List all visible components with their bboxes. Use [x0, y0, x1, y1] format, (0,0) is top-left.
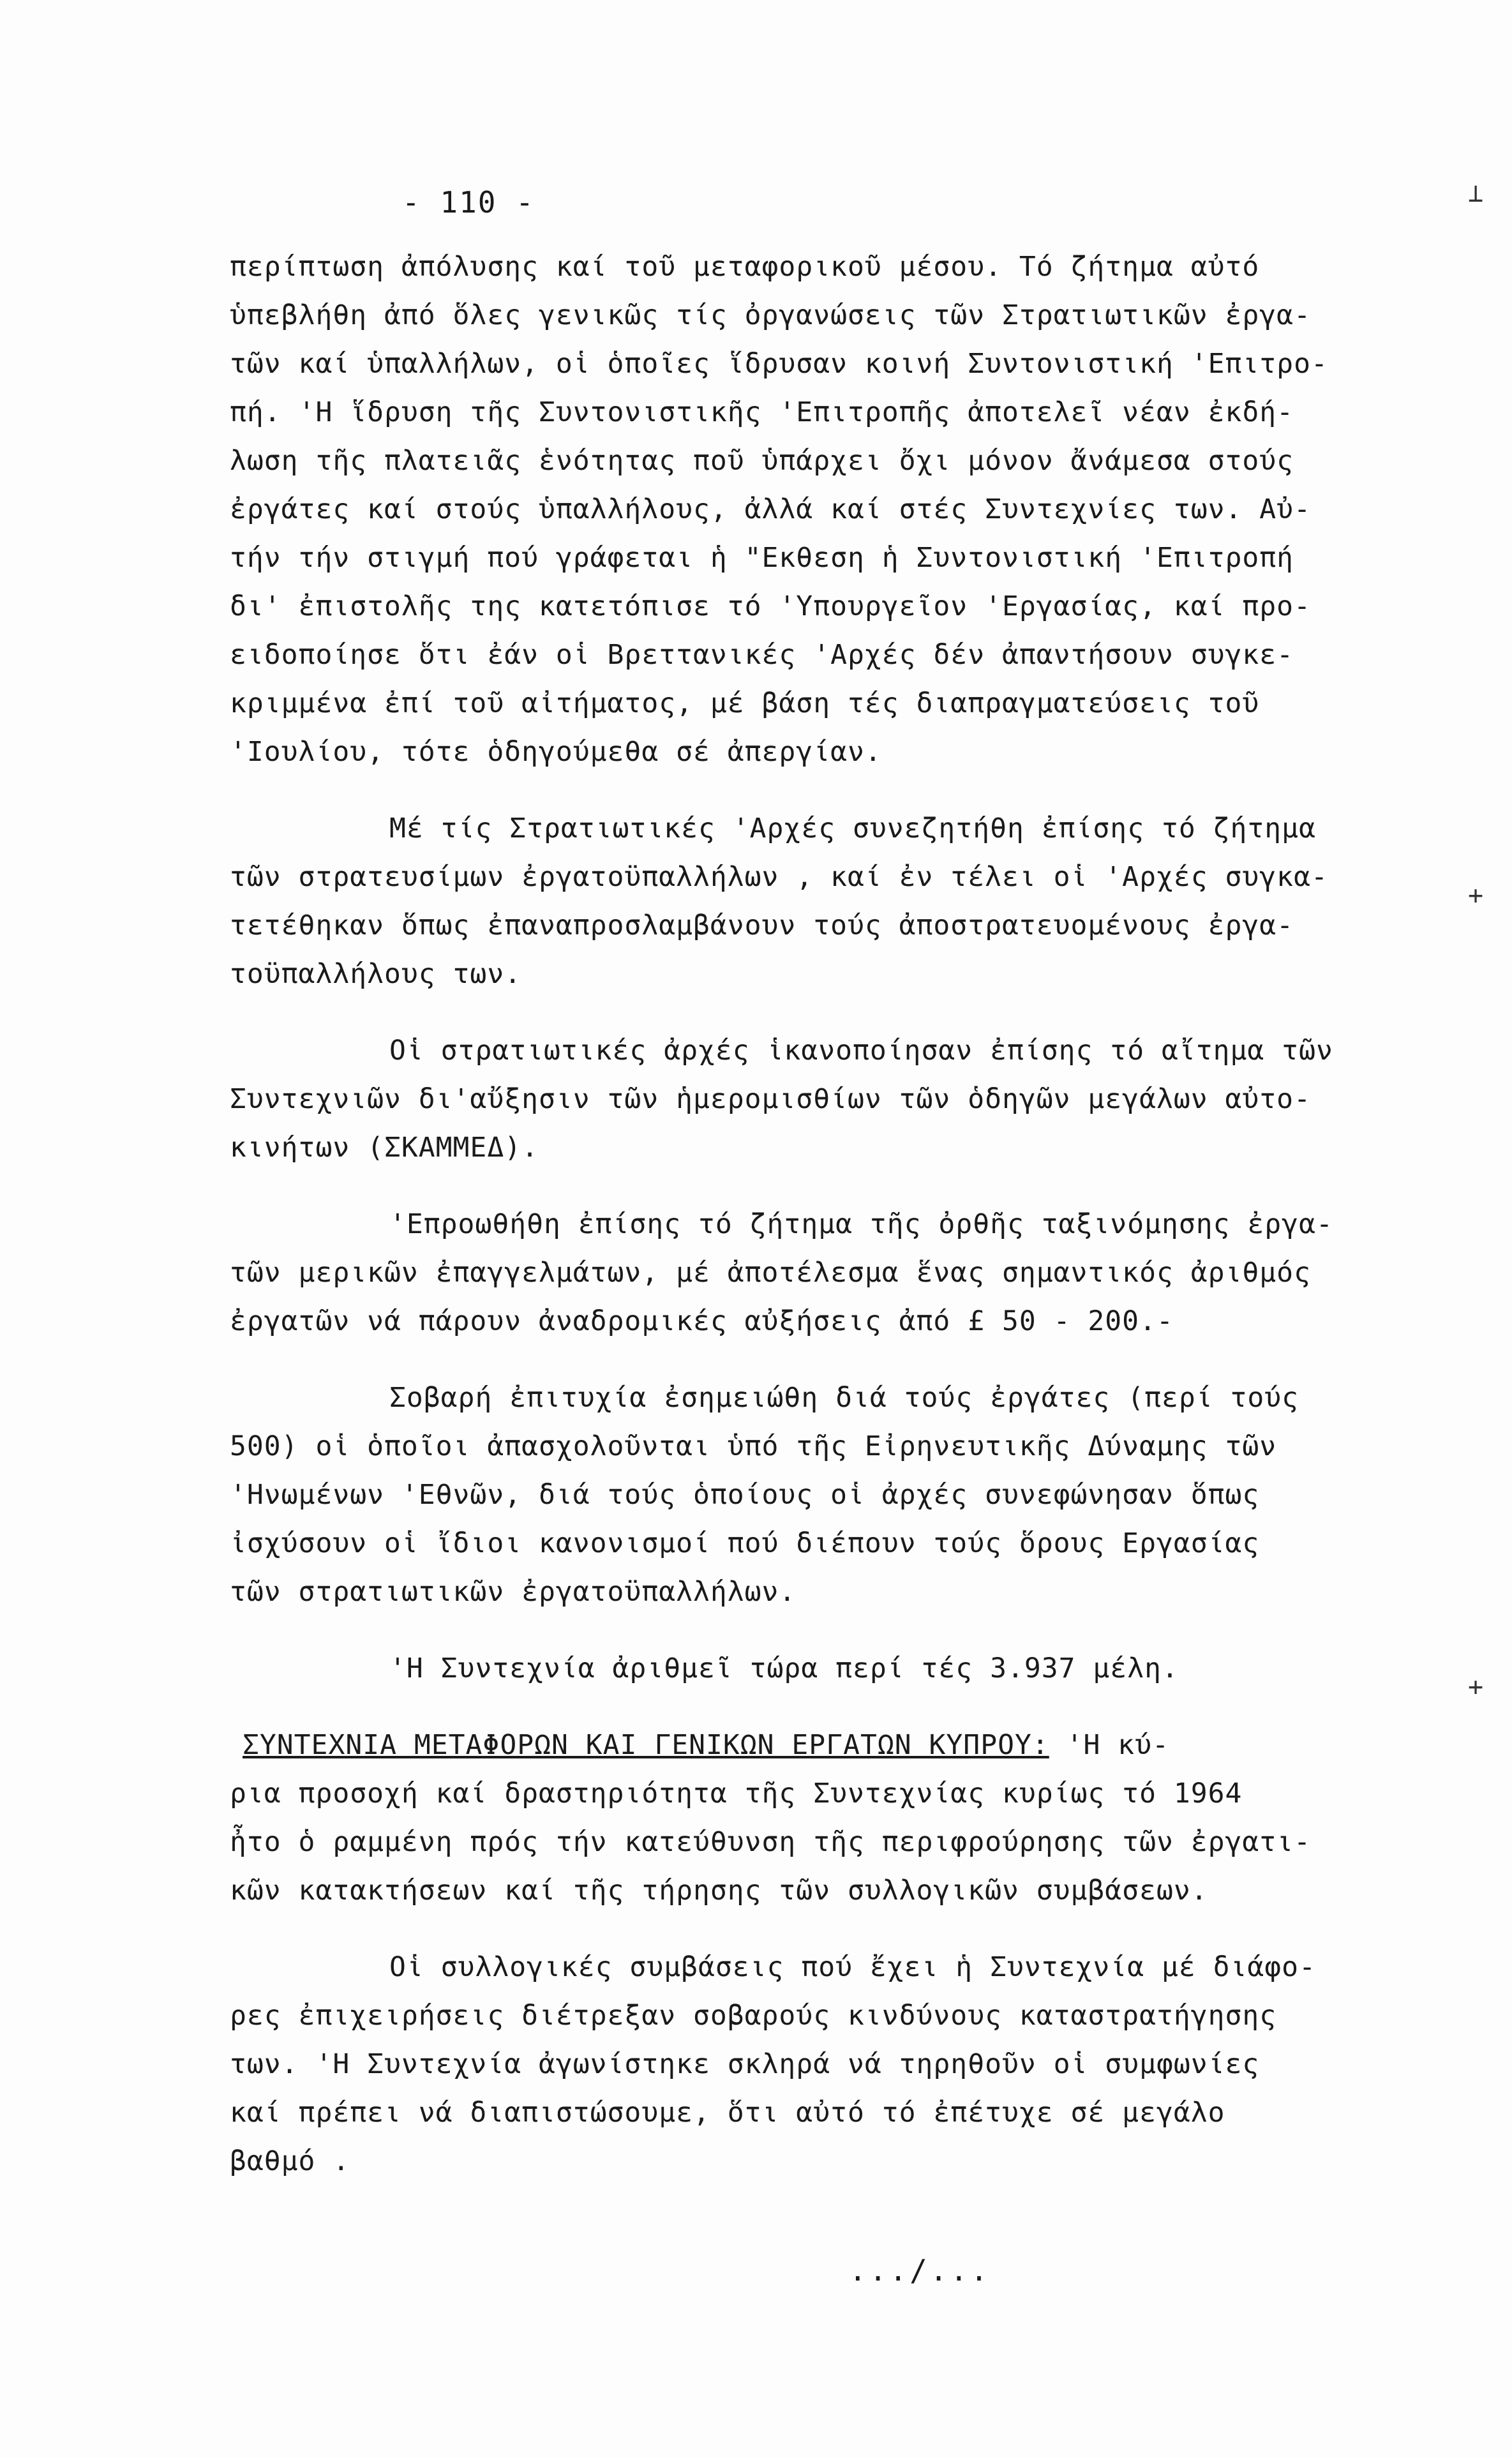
- text-line: ρες ἐπιχειρήσεις διέτρεξαν σοβαρούς κινδύνους καταστρατήγησης: [230, 2000, 1277, 2032]
- text-line: Οἱ συλλογικές συμβάσεις πού ἔχει ἡ Συντεχνία μέ διάφο-: [389, 1951, 1316, 1983]
- paragraph-gap: [230, 776, 1366, 804]
- text-line: κριμμένα ἐπί τοῦ αἰτήματος, μέ βάση τές διαπραγματεύσεις τοῦ: [230, 687, 1260, 719]
- text-line: ρια προσοχή καί δραστηριότητα τῆς Συντεχνίας κυρίως τό 1964: [230, 1778, 1243, 1810]
- section-heading-line: [230, 1721, 1366, 1769]
- registration-mark: +: [1468, 881, 1484, 910]
- text-line: Συντεχνιῶν δι'αὔξησιν τῶν ἡμερομισθίων τῶν ὁδηγῶν μεγάλων αὐτο-: [230, 1083, 1311, 1115]
- text-line: 'Ηνωμένων 'Εθνῶν, διά τούς ὁποίους οἱ ἀρχές συνεφώνησαν ὅπως: [230, 1479, 1260, 1511]
- paragraph-gap: [230, 1345, 1366, 1374]
- text-line: πή. 'Η ἵδρυση τῆς Συντονιστικῆς 'Επιτροπῆς ἀποτελεῖ νέαν ἐκδή-: [230, 396, 1294, 428]
- text-line: τοϋπαλλήλους των.: [230, 958, 522, 990]
- text-line: ειδοποίησε ὅτι ἐάν οἱ Βρεττανικές 'Αρχές δέν ἀπαντήσουν συγκε-: [230, 639, 1294, 671]
- text-line: Οἱ στρατιωτικές ἀρχές ἱκανοποίησαν ἐπίσης τό αἴτημα τῶν: [389, 1035, 1333, 1067]
- paragraph-gap: [230, 1172, 1366, 1200]
- body-text: [230, 243, 1366, 2185]
- text-line: δι' ἐπιστολῆς της κατετόπισε τό 'Υπουργεῖον 'Εργασίας, καί προ-: [230, 590, 1311, 622]
- text-line: ἐργάτες καί στούς ὑπαλλήλους, ἀλλά καί στές Συντεχνίες των. Αὐ-: [230, 493, 1311, 525]
- heading-tail: 'Η κύ-: [1049, 1729, 1169, 1761]
- text-line: Μέ τίς Στρατιωτικές 'Αρχές συνεζητήθη ἐπίσης τό ζήτημα: [389, 813, 1316, 844]
- text-line: λωση τῆς πλατειᾶς ἑνότητας ποῦ ὑπάρχει ὄχι μόνον ἄνάμεσα στούς: [230, 445, 1294, 477]
- text-line: Σοβαρή ἐπιτυχία ἐσημειώθη διά τούς ἐργάτες (περί τούς: [389, 1382, 1299, 1414]
- paragraph-gap: [230, 1915, 1366, 1943]
- text-line: κῶν κατακτήσεων καί τῆς τήρησης τῶν συλλογικῶν συμβάσεων.: [230, 1875, 1208, 1907]
- text-line: 'Ιουλίου, τότε ὁδηγούμεθα σέ ἀπεργίαν.: [230, 736, 882, 768]
- text-line: τῶν στρατιωτικῶν ἐργατοϋπαλλήλων.: [230, 1576, 797, 1608]
- text-line: των. 'Η Συντεχνία ἀγωνίστηκε σκληρά νά τηρηθοῦν οἱ συμφωνίες: [230, 2048, 1260, 2080]
- text-line: τετέθηκαν ὅπως ἐπαναπροσλαμβάνουν τούς ἀποστρατευομένους ἐργα-: [230, 910, 1294, 941]
- text-line: 'Η Συντεχνία ἀριθμεῖ τώρα περί τές 3.937 μέλη.: [389, 1652, 1179, 1684]
- registration-mark: ⊥: [1468, 179, 1484, 208]
- text-line: περίπτωση ἀπόλυσης καί τοῦ μεταφορικοῦ μέσου. Τό ζήτημα αὐτό: [230, 251, 1260, 283]
- page-number: - 110 -: [402, 185, 535, 220]
- paragraph-gap: [230, 1693, 1366, 1721]
- text-line: τήν τήν στιγμή πού γράφεται ἡ "Εκθεση ἡ Συντονιστική 'Επιτροπή: [230, 542, 1294, 574]
- text-line: κινήτων (ΣΚΑΜΜΕΔ).: [230, 1132, 539, 1164]
- text-line: βαθμό .: [230, 2145, 350, 2177]
- text-line: ἦτο ὁ ραμμένη πρός τήν κατεύθυνση τῆς περιφρούρησης τῶν ἐργατι-: [230, 1826, 1311, 1858]
- text-line: ἐργατῶν νά πάρουν ἀναδρομικές αὐξήσεις ἀπό £ 50 - 200.-: [230, 1305, 1174, 1337]
- text-line: ὑπεβλήθη ἀπό ὅλες γενικῶς τίς ὀργανώσεις τῶν Στρατιωτικῶν ἐργα-: [230, 299, 1311, 331]
- text-line: τῶν στρατευσίμων ἐργατοϋπαλλήλων , καί ἐν τέλει οἱ 'Αρχές συγκα-: [230, 861, 1328, 893]
- registration-mark: +: [1468, 1672, 1484, 1702]
- text-line: ἰσχύσουν οἱ ἴδιοι κανονισμοί πού διέπουν τούς ὅρους Εργασίας: [230, 1527, 1260, 1559]
- text-line: τῶν μερικῶν ἐπαγγελμάτων, μέ ἀποτέλεσμα ἕνας σημαντικός ἀριθμός: [230, 1257, 1311, 1289]
- section-heading: ΣΥΝΤΕΧΝΙΑ ΜΕΤΑΦΟΡΩΝ ΚΑΙ ΓΕΝΙΚΩΝ ΕΡΓΑΤΩΝ ΚΥΠΡΟΥ:: [243, 1729, 1049, 1761]
- continuation-mark: .../...: [849, 2253, 991, 2288]
- text-line: τῶν καί ὑπαλλήλων, οἱ ὁποῖες ἵδρυσαν κοινή Συντονιστική 'Επιτρο-: [230, 348, 1328, 380]
- text-line: 'Επροωθήθη ἐπίσης τό ζήτημα τῆς ὀρθῆς ταξινόμησης ἐργα-: [389, 1208, 1333, 1240]
- paragraph-gap: [230, 1616, 1366, 1644]
- text-line: 500) οἱ ὁποῖοι ἀπασχολοῦνται ὑπό τῆς Εἰρηνευτικῆς Δύναμης τῶν: [230, 1430, 1277, 1462]
- text-line: καί πρέπει νά διαπιστώσουμε, ὅτι αὐτό τό ἐπέτυχε σέ μεγάλο: [230, 2097, 1225, 2129]
- paragraph-gap: [230, 998, 1366, 1026]
